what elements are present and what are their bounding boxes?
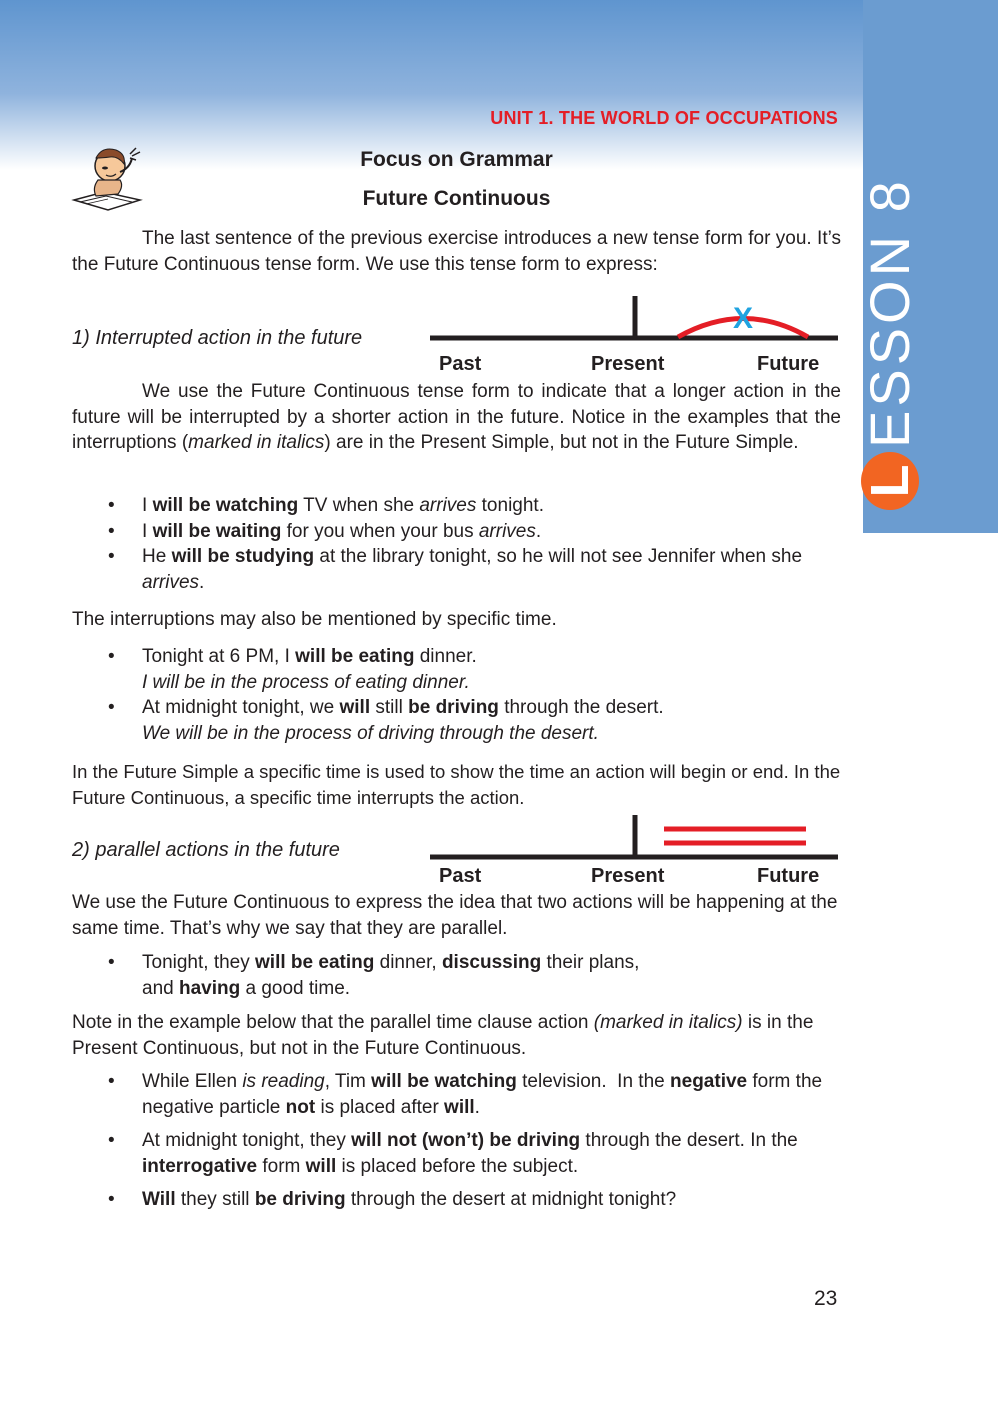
list-item: • He will be studying at the library tonight, so he will not see Jennifer when she arrives. [72, 544, 841, 595]
timeline1-past: Past [439, 353, 482, 375]
timeline2-label: 2) parallel actions in the future [72, 839, 340, 861]
section1-paragraph: We use the Future Continuous tense form to indicate that a longer action in the future will be interrupted by a shorter action in the future. Notice in the examples that the interruptions (marked in italics) are in the Present Simple, but not in the Future Simple. [72, 381, 841, 453]
section-title-tense: Future Continuous [362, 187, 551, 210]
list-item: • At midnight tonight, we will still be driving through the desert. We will be in the process of driving through the desert. [72, 695, 841, 746]
timeline1-diagram [428, 292, 840, 352]
bullets-specific-time [72, 644, 841, 746]
bullets-parallel [72, 950, 841, 1001]
list-item: • I will be watching TV when she arrives tonight. [72, 493, 841, 519]
list-item: • While Ellen is reading, Tim will be watching television. In the negative form the negative particle not is placed after will. [72, 1069, 841, 1120]
parallel-note: Note in the example below that the parallel time clause action (marked in italics) is in the Present Continuous, but not in the Future Continuous. [72, 1012, 814, 1059]
lesson-label-text: ESSON 8 [858, 177, 921, 448]
list-item: • Tonight, they will be eating dinner, discussing their plans, and having a good time. [72, 950, 841, 1001]
timeline1-present: Present [591, 353, 665, 375]
bullets-interrupted [72, 493, 841, 595]
section-title-focus: Focus on Grammar [360, 148, 553, 171]
timeline1-future: Future [757, 353, 820, 375]
list-item: • Tonight at 6 PM, I will be eating dinner. I will be in the process of eating dinner. [72, 644, 841, 695]
lesson-initial-circle: L [861, 452, 919, 510]
unit-title: UNIT 1. THE WORLD OF OCCUPATIONS [490, 108, 838, 128]
intro-paragraph: The last sentence of the previous exercise introduces a new tense form for you. It’s the Future Continuous tense form. We use this tense form to express: [72, 228, 841, 275]
bullets-negative-interrogative [72, 1069, 841, 1213]
list-item: • I will be waiting for you when your bus arrives. [72, 519, 841, 545]
timeline1-label: 1) Interrupted action in the future [72, 327, 363, 349]
future-simple-note: In the Future Simple a specific time is used to show the time an action will begin or end. In the Future Continuous, a specific time interrupts the action. [72, 761, 841, 808]
timeline2-present: Present [591, 865, 665, 887]
page-number: 23 [814, 1287, 838, 1310]
timeline2-diagram [428, 812, 840, 864]
timeline2-future: Future [757, 865, 820, 887]
section2-paragraph: We use the Future Continuous to express the idea that two actions will be happening at the same time. That’s why we say that they are parallel. [72, 892, 838, 939]
specific-time-intro: The interruptions may also be mentioned by specific time. [72, 609, 557, 630]
timeline2-past: Past [439, 865, 482, 887]
list-item: • At midnight tonight, they will not (won’t) be driving through the desert. In the interrogative form will is placed before the subject. [72, 1128, 841, 1179]
timeline1-x-mark: X [733, 302, 754, 335]
list-item: • Will they still be driving through the desert at midnight tonight? [72, 1187, 841, 1213]
